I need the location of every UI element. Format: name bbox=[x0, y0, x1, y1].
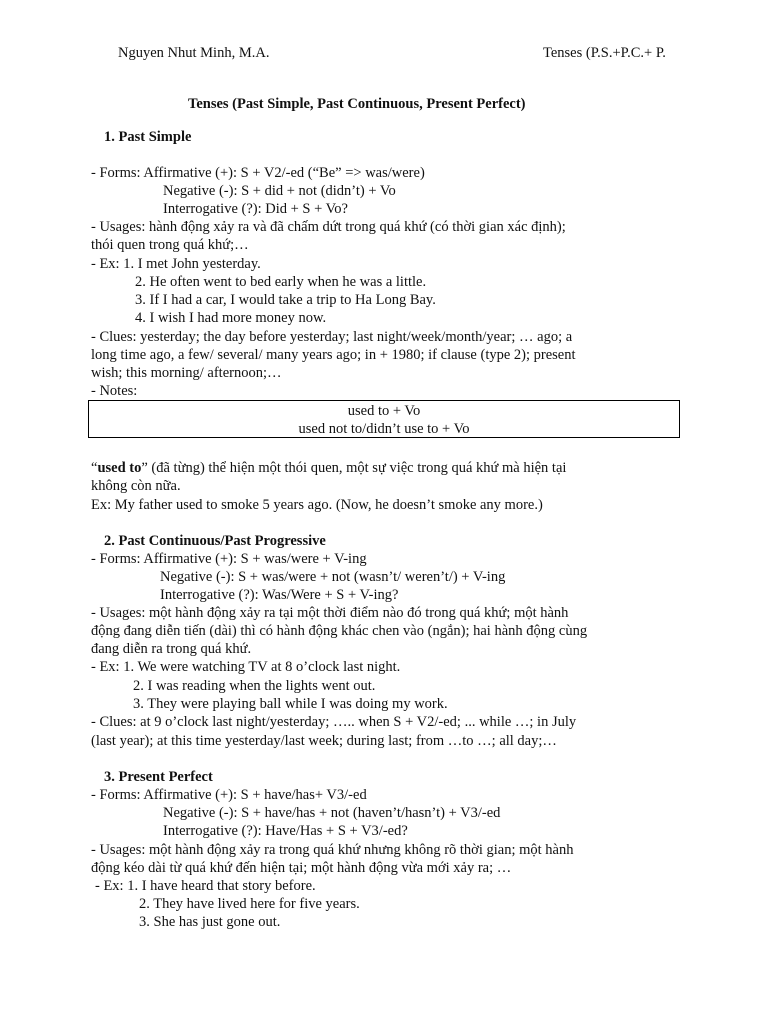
example-line: 2. He often went to bed early when he was a little. bbox=[135, 274, 427, 290]
example-line: 3. She has just gone out. bbox=[139, 914, 281, 930]
forms-interrogative: Interrogative (?): Was/Were + S + V-ing? bbox=[160, 587, 399, 603]
clues-line: wish; this morning/ afternoon;… bbox=[91, 365, 282, 381]
forms-affirmative: - Forms: Affirmative (+): S + V2/-ed (“Be” => was/were) bbox=[91, 165, 425, 181]
forms-interrogative: Interrogative (?): Have/Has + S + V3/-ed? bbox=[163, 823, 408, 839]
example-line: 2. I was reading when the lights went out. bbox=[133, 678, 376, 694]
forms-negative: Negative (-): S + was/were + not (wasn’t/ weren’t/) + V-ing bbox=[160, 569, 506, 585]
usages-line: - Usages: một hành động xảy ra trong quá khứ nhưng không rõ thời gian; một hành bbox=[91, 842, 574, 858]
section-heading-past-simple: 1. Past Simple bbox=[104, 129, 192, 145]
forms-negative: Negative (-): S + have/has + not (haven’t/hasn’t) + V3/-ed bbox=[163, 805, 501, 821]
example-line: 3. They were playing ball while I was doing my work. bbox=[133, 696, 448, 712]
example-line: 3. If I had a car, I would take a trip to Ha Long Bay. bbox=[135, 292, 436, 308]
forms-affirmative: - Forms: Affirmative (+): S + was/were + V-ing bbox=[91, 551, 367, 567]
example-line: 2. They have lived here for five years. bbox=[139, 896, 360, 912]
used-to-explanation bbox=[91, 459, 566, 477]
forms-interrogative: Interrogative (?): Did + S + Vo? bbox=[163, 201, 348, 217]
page-title: Tenses (Past Simple, Past Continuous, Present Perfect) bbox=[188, 96, 526, 112]
clues-line: - Clues: yesterday; the day before yesterday; last night/week/month/year; … ago; a bbox=[91, 329, 573, 345]
used-to-explanation-cont: không còn nữa. bbox=[91, 478, 181, 494]
section-heading-present-perfect bbox=[104, 768, 213, 786]
notes-box-line: used not to/didn’t use to + Vo bbox=[298, 421, 470, 437]
usages-line: động kéo dài từ quá khứ đến hiện tại; một hành động vừa mới xảy ra; … bbox=[91, 860, 512, 876]
forms-affirmative: - Forms: Affirmative (+): S + have/has+ V3/-ed bbox=[91, 787, 367, 803]
used-to-text: ” (đã từng) thể hiện một thói quen, một sự việc trong quá khứ mà hiện tại bbox=[141, 460, 567, 476]
section-number: 3 bbox=[104, 769, 112, 785]
usages-line: - Usages: hành động xảy ra và đã chấm dứt trong quá khứ (có thời gian xác định); bbox=[91, 219, 566, 235]
example-line: - Ex: 1. I met John yesterday. bbox=[91, 256, 261, 272]
example-line: - Ex: 1. We were watching TV at 8 o’clock last night. bbox=[91, 659, 401, 675]
used-to-example: Ex: My father used to smoke 5 years ago. (Now, he doesn’t smoke any more.) bbox=[91, 497, 543, 513]
usages-line: đang diễn ra trong quá khứ. bbox=[91, 641, 252, 657]
open-quote: “ bbox=[91, 460, 98, 476]
clues-line: long time ago, a few/ several/ many years ago; in + 1980; if clause (type 2); present bbox=[91, 347, 576, 363]
notes-box-line: used to + Vo bbox=[347, 403, 421, 419]
used-to-term: used to bbox=[97, 460, 142, 476]
example-line: - Ex: 1. I have heard that story before. bbox=[95, 878, 316, 894]
notes-label: - Notes: bbox=[91, 383, 138, 399]
clues-line: - Clues: at 9 o’clock last night/yesterday; ….. when S + V2/-ed; ... while …; in July bbox=[91, 714, 577, 730]
section-heading-past-continuous: 2. Past Continuous/Past Progressive bbox=[104, 533, 326, 549]
notes-box bbox=[88, 400, 680, 438]
example-line: 4. I wish I had more money now. bbox=[135, 310, 327, 326]
usages-line: thói quen trong quá khứ;… bbox=[91, 237, 249, 253]
section-title: . Present Perfect bbox=[111, 769, 213, 785]
usages-line: động đang diễn tiến (dài) thì có hành động khác chen vào (ngắn); hai hành động cùng bbox=[91, 623, 588, 639]
header-topic: Tenses (P.S.+P.C.+ P. bbox=[543, 45, 666, 61]
forms-negative: Negative (-): S + did + not (didn’t) + Vo bbox=[163, 183, 396, 199]
header-author: Nguyen Nhut Minh, M.A. bbox=[118, 45, 270, 61]
usages-line: - Usages: một hành động xảy ra tại một thời điểm nào đó trong quá khứ; một hành bbox=[91, 605, 569, 621]
clues-line: (last year); at this time yesterday/last week; during last; from …to …; all day;… bbox=[91, 733, 557, 749]
